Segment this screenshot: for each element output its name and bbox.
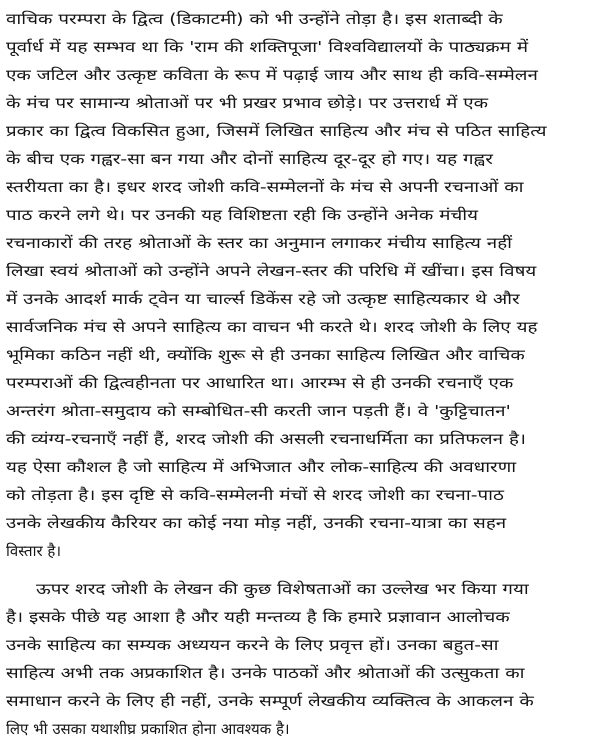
text-line	[0, 537, 600, 565]
text-line	[0, 659, 600, 687]
text-line	[0, 201, 600, 229]
text-line	[0, 453, 600, 481]
text-line	[0, 89, 600, 117]
line-text: लिखा स्वयं श्रोताओं को उन्होंने अपने लेखन-स्तर की परिधि में खींचा। इस विषय	[6, 262, 537, 280]
text-line	[0, 229, 600, 257]
line-text: लिए भी उसका यथाशीघ्र प्रकाशित होना आवश्यक है।	[6, 720, 290, 738]
line-text: की व्यंग्य-रचनाएँ नहीं हैं, शरद जोशी की असली रचनाधर्मिता का प्रतिफलन है।	[6, 430, 527, 448]
text-line	[0, 603, 600, 631]
text-line	[0, 631, 600, 659]
line-text: एक जटिल और उत्कृष्ट कविता के रूप में पढ़ाई जाय और साथ ही कवि-सम्मेलन	[6, 66, 538, 84]
line-text: अन्तरंग श्रोता-समुदाय को सम्बोधित-सी करती जान पड़ती हैं। वे 'कुट्टिचातन'	[6, 402, 511, 420]
text-line	[0, 173, 600, 201]
line-text: विस्तार है।	[6, 542, 62, 560]
line-text: परम्पराओं की द्वित्वहीनता पर आधारित था। आरम्भ से ही उनकी रचनाएँ एक	[6, 374, 514, 392]
text-line	[0, 481, 600, 509]
text-line	[0, 687, 600, 715]
line-text: रचनाकारों की तरह श्रोताओं के स्तर का अनुमान लगाकर मंचीय साहित्य नहीं	[6, 234, 513, 252]
text-line	[0, 117, 600, 145]
text-line	[0, 369, 600, 397]
text-line	[0, 509, 600, 537]
line-text: में उनके आदर्श मार्क ट्वेन या चार्ल्स डिकेंस रहे जो उत्कृष्ट साहित्यकार थे और	[6, 290, 520, 308]
text-line	[0, 397, 600, 425]
text-line	[0, 145, 600, 173]
line-text: पूर्वार्ध में यह सम्भव था कि 'राम की शक्तिपूजा' विश्वविद्यालयों के पाठ्यक्रम में	[6, 38, 529, 56]
line-text: साहित्य अभी तक अप्रकाशित है। उनके पाठकों और श्रोताओं की उत्सुकता का	[6, 664, 525, 682]
line-text: के बीच एक गह्वर-सा बन गया और दोनों साहित्य दूर-दूर हो गए। यह गह्वर	[6, 150, 493, 168]
line-text: को तोड़ता है। इस दृष्टि से कवि-सम्मेलनी मंचों से शरद जोशी का रचना-पाठ	[6, 486, 504, 504]
text-line	[0, 341, 600, 369]
text-line	[0, 313, 600, 341]
line-text: उनके लेखकीय कैरियर का कोई नया मोड़ नहीं, उनकी रचना-यात्रा का सहन	[6, 514, 507, 532]
line-text: वाचिक परम्परा के द्वित्व (डिकाटमी) को भी उन्होंने तोड़ा है। इस शताब्दी के	[6, 10, 503, 28]
line-text: यह ऐसा कौशल है जो साहित्य में अभिजात और लोक-साहित्य की अवधारणा	[6, 458, 517, 476]
text-line	[0, 5, 600, 33]
text-line	[0, 257, 600, 285]
text-line	[0, 285, 600, 313]
line-text: उनके साहित्य का सम्यक अध्ययन करने के लिए प्रवृत्त हों। उनका बहुत-सा	[6, 636, 499, 654]
text-line	[0, 575, 600, 603]
line-text: भूमिका कठिन नहीं थी, क्योंकि शुरू से ही उनका साहित्य लिखित और वाचिक	[6, 346, 525, 364]
text-line	[0, 715, 600, 743]
line-text: सार्वजनिक मंच से अपने साहित्य का वाचन भी करते थे। शरद जोशी के लिए यह	[6, 318, 538, 336]
line-text: समाधान करने के लिए ही नहीं, उनके सम्पूर्ण लेखकीय व्यक्तित्व के आकलन के	[6, 692, 534, 710]
text-line	[0, 33, 600, 61]
text-line	[0, 61, 600, 89]
text-line	[0, 425, 600, 453]
line-text: ऊपर शरद जोशी के लेखन की कुछ विशेषताओं का उल्लेख भर किया गया	[36, 580, 529, 598]
line-text: है। इसके पीछे यह आशा है और यही मन्तव्य है कि हमारे प्रज्ञावान आलोचक	[6, 608, 510, 626]
line-text: के मंच पर सामान्य श्रोताओं पर भी प्रखर प्रभाव छोड़े। पर उत्तरार्ध में एक	[6, 94, 489, 112]
line-text: पाठ करने लगे थे। पर उनकी यह विशिष्टता रही कि उन्होंने अनेक मंचीय	[6, 206, 479, 224]
line-text: प्रकार का द्वित्व विकसित हुआ, जिसमें लिखित साहित्य और मंच से पठित साहित्य	[6, 122, 547, 140]
line-text: स्तरीयता का है। इधर शरद जोशी कवि-सम्मेलनों के मंच से अपनी रचनाओं का	[6, 178, 524, 196]
